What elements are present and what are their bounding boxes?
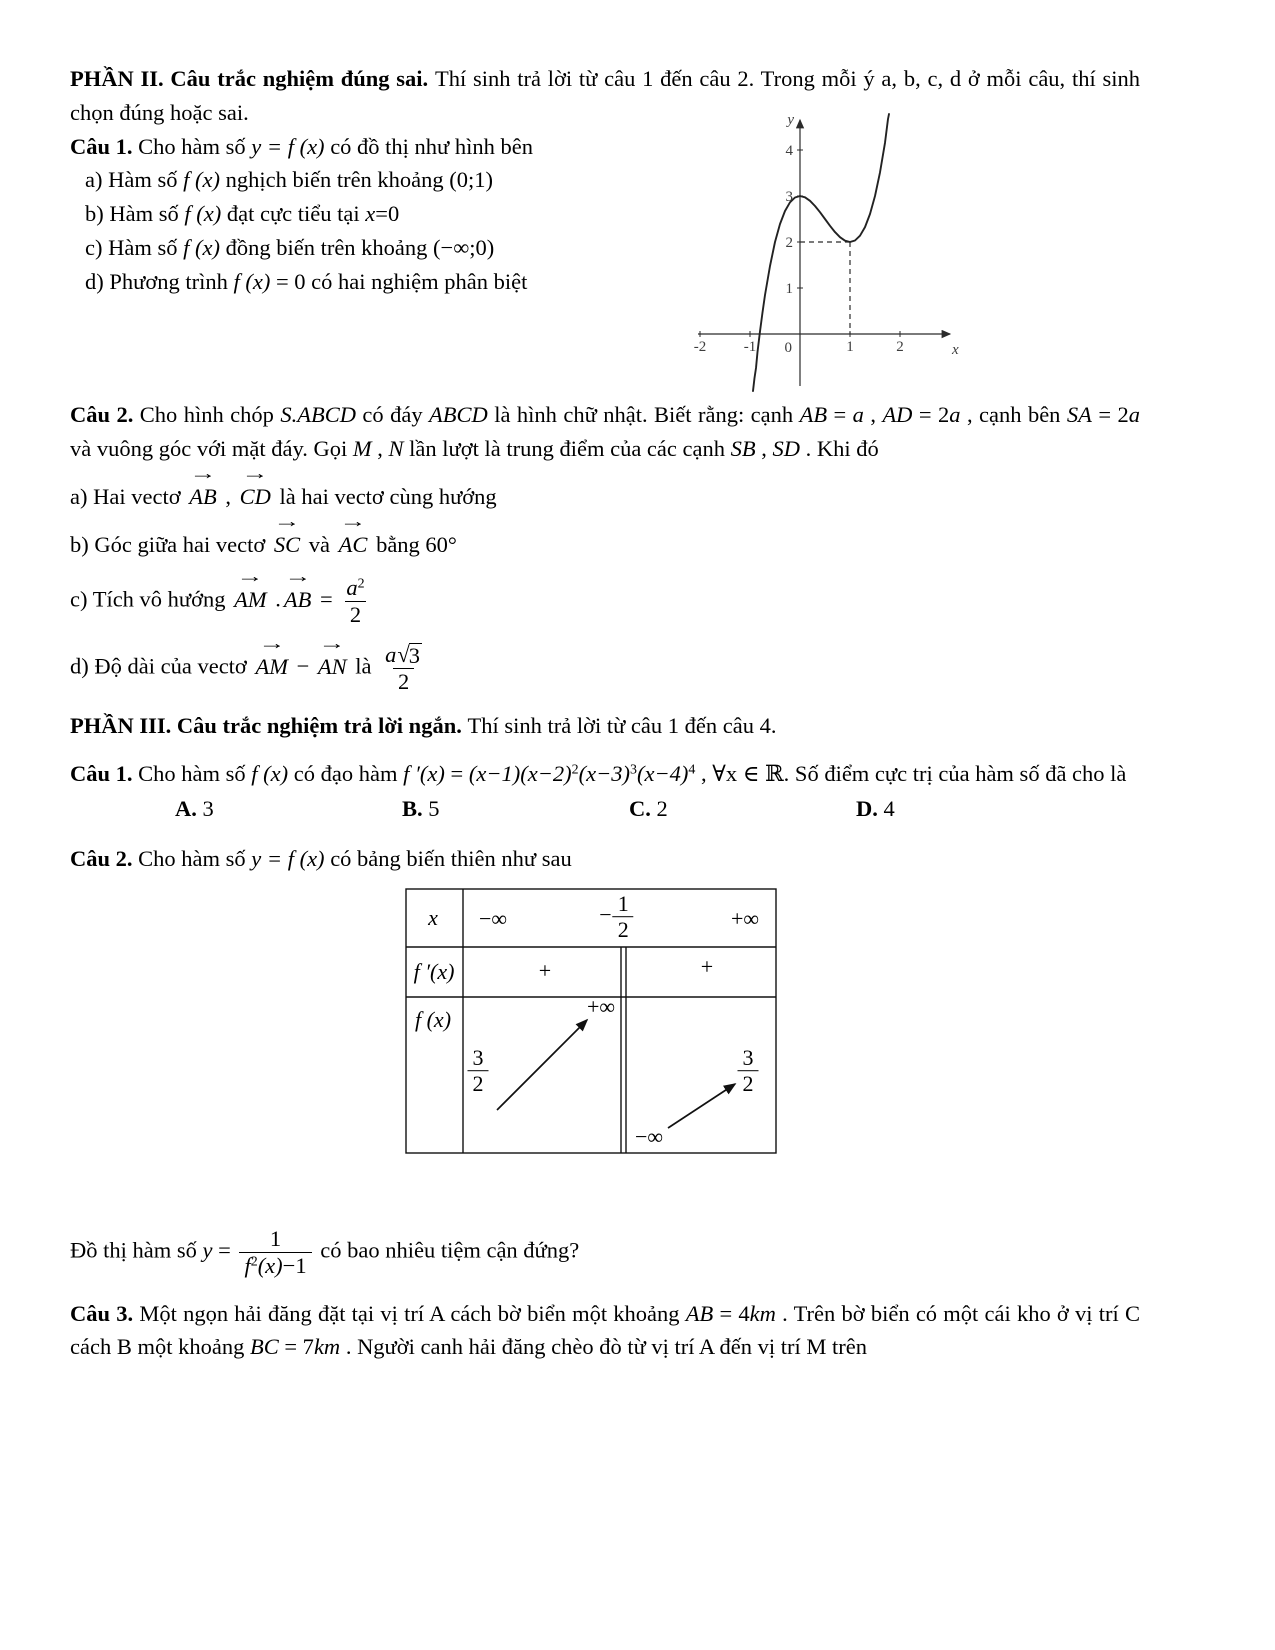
vt-f-label: f (x) (414, 1006, 452, 1032)
option-d-value: 4 (883, 796, 895, 822)
x-axis-label: x (952, 342, 959, 358)
part3-cau2-question: Đồ thị hàm số y = $\frac{1}{f^2(x)-1}$ có bao nhiêu tiệm cận đứng? (70, 1225, 580, 1278)
vt-arrows (497, 1020, 735, 1128)
vt-increase-arrow-right (668, 1084, 735, 1128)
vt-limit-minus-infinity: −∞ (634, 1123, 664, 1149)
variation-table (405, 888, 777, 1154)
vt-x-minus-infinity: −∞ (478, 905, 508, 931)
part3-cau2-title: Câu 2. Cho hàm số y = f (x) có bảng biến thiên như sau (70, 846, 572, 871)
option-d-label: D. (856, 796, 878, 822)
option-b (402, 792, 629, 826)
vt-x-critical-value: − $\frac{1}{2}$ (599, 891, 634, 943)
option-c-value: 2 (656, 796, 668, 822)
variation-table-svg (405, 888, 777, 1154)
y-tick-label: 3 (785, 189, 793, 205)
origin-label: 0 (784, 340, 792, 356)
y-tick-label: 2 (785, 235, 793, 251)
graph-axes (698, 120, 950, 386)
part2-cau2-item-a: a) Hai vectơ → AB , → CD là hai vectơ cùng hướng (70, 463, 497, 509)
part3-cau3-body: Câu 3. Một ngọn hải đăng đặt tại vị trí A cách bờ biển một khoảng AB = 4km . Trên bờ biển có một cái kho ở vị trí C cách B một khoảng BC = 7km . Người canh hải đăng chèo đò từ vị trí A đến vị trí M trên (70, 1300, 1140, 1360)
vt-sign-left: + (538, 957, 552, 983)
part3-cau1-body: Câu 1. Cho hàm số f (x) có đạo hàm f $'(x) = (x-1)(x-2)^2(x-3)^3(x-4)^4$ , ∀x ∈ ℝ. Số điểm cực trị của hàm số đã cho là (70, 760, 1127, 786)
part2-cau1-item-a: a) Hàm số f (x) nghịch biến trên khoảng (0;1) (85, 167, 494, 193)
part2-cau1-item-b: b) Hàm số f (x) đạt cực tiểu tại x=0 (85, 201, 400, 226)
y-axis-label: y (787, 112, 794, 128)
part2-cau1-title: Câu 1. Cho hàm số y = f (x) có đồ thị như hình bên (70, 133, 533, 159)
part2-cau2-item-c: c) Tích vô hướng → AM . → AB = $\frac{a^2}{2}$ (70, 566, 365, 628)
x-tick-label: -2 (693, 339, 707, 355)
answer-options-row (70, 792, 1140, 826)
part2-cau1-item-c: c) Hàm số f (x) đồng biến trên khoảng (−∞;0) (85, 234, 495, 260)
vt-sign-right: + (700, 953, 714, 979)
vt-var-label: x (428, 904, 438, 930)
part2-header: PHẦN II. Câu trắc nghiệm đúng sai. Thí sinh trả lời từ câu 1 đến câu 2. Trong mỗi ý a, b, c, d ở mỗi câu, thí sinh chọn đúng hoặc sai. (70, 66, 1140, 125)
option-b-value: 5 (428, 796, 440, 822)
x-tick-label: -1 (743, 339, 757, 355)
vt-value-three-halves-left: $\frac{3}{2}$ (467, 1045, 490, 1097)
vt-increase-arrow-left (497, 1020, 587, 1110)
option-c-label: C. (629, 796, 651, 822)
graph-dashed-guides (800, 242, 850, 334)
vt-x-plus-infinity: +∞ (730, 905, 760, 931)
option-b-label: B. (402, 796, 423, 822)
x-tick-label: 2 (896, 339, 904, 355)
part2-cau1-item-d: d) Phương trình f (x) = 0 có hai nghiệm phân biệt (85, 268, 528, 294)
graph-labels (694, 112, 959, 358)
vt-grid-lines (406, 889, 776, 1153)
x-tick-label: 1 (846, 339, 854, 355)
vt-fprime-label: f ′(x) (413, 958, 455, 984)
function-graph-svg (690, 106, 970, 396)
part3-header: PHẦN III. Câu trắc nghiệm trả lời ngắn. Thí sinh trả lời từ câu 1 đến câu 4. (70, 712, 777, 738)
option-a-value: 3 (202, 796, 214, 822)
option-d (856, 792, 1083, 826)
function-graph (690, 106, 970, 396)
option-c (629, 792, 856, 826)
vt-limit-plus-infinity: +∞ (586, 993, 616, 1019)
part2-cau2-item-d: d) Độ dài của vectơ → AM − → AN là a √ 3 2 (70, 633, 421, 694)
option-a (175, 792, 402, 826)
y-tick-label: 4 (785, 143, 793, 159)
option-a-label: A. (175, 796, 197, 822)
vt-value-three-halves-right: $\frac{3}{2}$ (737, 1045, 760, 1097)
cubic-curve (753, 114, 889, 391)
y-tick-label: 1 (785, 281, 793, 297)
part2-cau2-body: Câu 2. Cho hình chóp S.ABCD có đáy ABCD là hình chữ nhật. Biết rằng: cạnh AB = a , AD = 2a , cạnh bên SA = 2a và vuông góc với mặt đáy. Gọi M , N lần lượt là trung điểm của các cạnh SB , SD . Khi đó (70, 402, 1140, 461)
part2-cau2-item-b: b) Góc giữa hai vectơ → SC và → AC bằng 60° (70, 511, 457, 557)
